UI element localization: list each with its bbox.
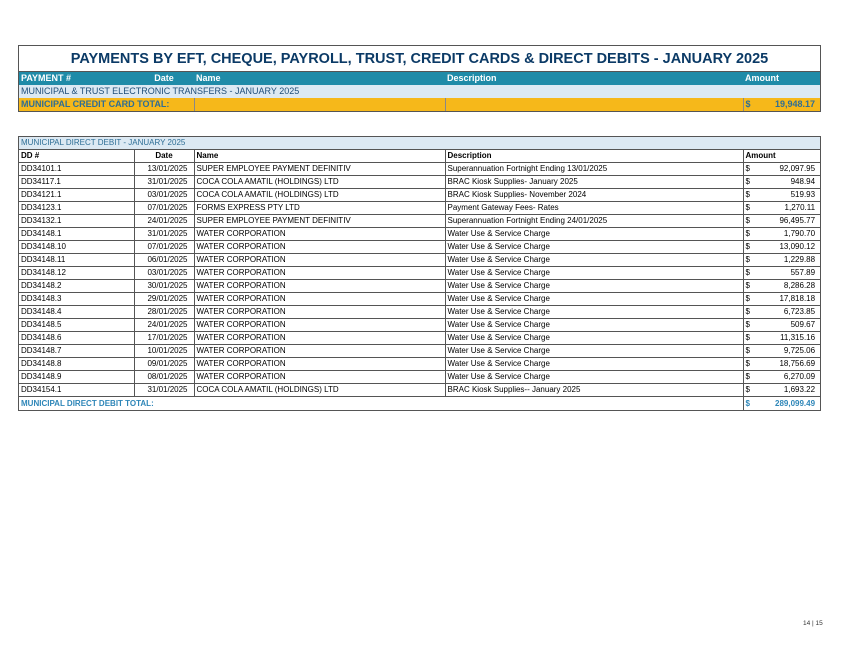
currency-symbol: $ — [745, 229, 750, 238]
currency-symbol: $ — [745, 333, 750, 342]
dd-number-cell: DD34148.10 — [19, 241, 134, 254]
header-name: Name — [194, 150, 445, 163]
date-cell: 09/01/2025 — [134, 358, 194, 371]
currency-symbol: $ — [745, 346, 750, 355]
header-date: Date — [134, 72, 194, 85]
eft-section-row — [19, 85, 820, 98]
amount-value: 1,693.22 — [783, 385, 816, 394]
name-cell: COCA COLA AMATIL (HOLDINGS) LTD — [194, 189, 445, 202]
description-cell: Water Use & Service Charge — [445, 293, 743, 306]
name-cell: WATER CORPORATION — [194, 345, 445, 358]
description-cell: Water Use & Service Charge — [445, 345, 743, 358]
date-cell: 03/01/2025 — [134, 267, 194, 280]
amount-value: 96,495.77 — [779, 216, 816, 225]
name-cell: COCA COLA AMATIL (HOLDINGS) LTD — [194, 384, 445, 397]
credit-card-total-blank-name — [194, 98, 445, 111]
date-cell: 07/01/2025 — [134, 202, 194, 215]
dd-number-cell: DD34148.12 — [19, 267, 134, 280]
table-row — [19, 384, 820, 397]
dd-number-cell: DD34154.1 — [19, 384, 134, 397]
amount-value: 9,725.06 — [783, 346, 816, 355]
name-cell: SUPER EMPLOYEE PAYMENT DEFINITIV — [194, 215, 445, 228]
amount-cell — [743, 371, 820, 384]
amount-cell — [743, 254, 820, 267]
name-cell: WATER CORPORATION — [194, 267, 445, 280]
amount-cell — [743, 306, 820, 319]
currency-symbol: $ — [745, 359, 750, 368]
direct-debit-total-currency: $ — [745, 399, 750, 408]
currency-symbol: $ — [745, 307, 750, 316]
amount-cell — [743, 241, 820, 254]
dd-number-cell: DD34148.5 — [19, 319, 134, 332]
table-row — [19, 189, 820, 202]
dd-number-cell: DD34148.1 — [19, 228, 134, 241]
name-cell: WATER CORPORATION — [194, 280, 445, 293]
header-amount: Amount — [743, 150, 820, 163]
amount-value: 6,723.85 — [783, 307, 816, 316]
direct-debit-table — [19, 137, 820, 411]
table-row — [19, 371, 820, 384]
date-cell: 29/01/2025 — [134, 293, 194, 306]
currency-symbol: $ — [745, 190, 750, 199]
amount-cell — [743, 319, 820, 332]
description-cell: Water Use & Service Charge — [445, 267, 743, 280]
date-cell: 31/01/2025 — [134, 228, 194, 241]
header-date: Date — [134, 150, 194, 163]
amount-value: 8,286.28 — [783, 281, 816, 290]
amount-value: 1,229.88 — [783, 255, 816, 264]
currency-symbol: $ — [745, 255, 750, 264]
name-cell: WATER CORPORATION — [194, 371, 445, 384]
date-cell: 31/01/2025 — [134, 384, 194, 397]
name-cell: FORMS EXPRESS PTY LTD — [194, 202, 445, 215]
description-cell: BRAC Kiosk Supplies- January 2025 — [445, 176, 743, 189]
description-cell: Water Use & Service Charge — [445, 358, 743, 371]
amount-cell — [743, 280, 820, 293]
header-payment-number: PAYMENT # — [19, 72, 134, 85]
page-title: PAYMENTS BY EFT, CHEQUE, PAYROLL, TRUST, CREDIT CARDS & DIRECT DEBITS - JANUARY 2025 — [19, 46, 820, 72]
date-cell: 06/01/2025 — [134, 254, 194, 267]
name-cell: SUPER EMPLOYEE PAYMENT DEFINITIV — [194, 163, 445, 176]
direct-debit-caption-row — [19, 137, 820, 150]
amount-value: 92,097.95 — [779, 164, 816, 173]
table-row — [19, 293, 820, 306]
amount-value: 13,090.12 — [779, 242, 816, 251]
amount-cell — [743, 215, 820, 228]
direct-debit-total-row — [19, 397, 820, 411]
table-row — [19, 319, 820, 332]
eft-header-row — [19, 72, 820, 85]
direct-debit-header-row — [19, 150, 820, 163]
description-cell: Water Use & Service Charge — [445, 371, 743, 384]
date-cell: 08/01/2025 — [134, 371, 194, 384]
name-cell: WATER CORPORATION — [194, 254, 445, 267]
dd-number-cell: DD34148.8 — [19, 358, 134, 371]
table-row — [19, 241, 820, 254]
credit-card-total-label: MUNICIPAL CREDIT CARD TOTAL: — [19, 98, 194, 111]
currency-symbol: $ — [745, 294, 750, 303]
name-cell: WATER CORPORATION — [194, 293, 445, 306]
description-cell: BRAC Kiosk Supplies- November 2024 — [445, 189, 743, 202]
amount-value: 519.93 — [790, 190, 816, 199]
amount-value: 17,818.18 — [779, 294, 816, 303]
currency-symbol: $ — [745, 177, 750, 186]
amount-cell — [743, 202, 820, 215]
description-cell: Water Use & Service Charge — [445, 319, 743, 332]
direct-debit-block — [18, 136, 821, 411]
description-cell: Water Use & Service Charge — [445, 306, 743, 319]
name-cell: WATER CORPORATION — [194, 358, 445, 371]
currency-symbol: $ — [745, 164, 750, 173]
eft-section-label: MUNICIPAL & TRUST ELECTRONIC TRANSFERS - JANUARY 2025 — [19, 85, 820, 98]
amount-cell — [743, 384, 820, 397]
header-description: Description — [445, 72, 743, 85]
date-cell: 07/01/2025 — [134, 241, 194, 254]
header-amount: Amount — [743, 72, 820, 85]
table-row — [19, 176, 820, 189]
description-cell: Water Use & Service Charge — [445, 332, 743, 345]
table-row — [19, 280, 820, 293]
amount-value: 509.67 — [790, 320, 816, 329]
direct-debit-caption: MUNICIPAL DIRECT DEBIT - JANUARY 2025 — [19, 137, 820, 150]
credit-card-total-currency: $ — [745, 99, 751, 109]
amount-cell — [743, 228, 820, 241]
amount-cell — [743, 332, 820, 345]
dd-number-cell: DD34148.3 — [19, 293, 134, 306]
dd-number-cell: DD34123.1 — [19, 202, 134, 215]
amount-value: 948.94 — [790, 177, 816, 186]
currency-symbol: $ — [745, 385, 750, 394]
header-dd-number: DD # — [19, 150, 134, 163]
amount-cell — [743, 293, 820, 306]
date-cell: 31/01/2025 — [134, 176, 194, 189]
description-cell: Superannuation Fortnight Ending 24/01/2025 — [445, 215, 743, 228]
date-cell: 13/01/2025 — [134, 163, 194, 176]
table-row — [19, 228, 820, 241]
table-row — [19, 345, 820, 358]
page-number: 14 | 15 — [803, 620, 823, 627]
currency-symbol: $ — [745, 372, 750, 381]
name-cell: WATER CORPORATION — [194, 332, 445, 345]
description-cell: Payment Gateway Fees- Rates — [445, 202, 743, 215]
description-cell: Superannuation Fortnight Ending 13/01/2025 — [445, 163, 743, 176]
amount-value: 18,756.69 — [779, 359, 816, 368]
table-row — [19, 267, 820, 280]
description-cell: Water Use & Service Charge — [445, 280, 743, 293]
currency-symbol: $ — [745, 281, 750, 290]
dd-number-cell: DD34148.7 — [19, 345, 134, 358]
description-cell: Water Use & Service Charge — [445, 254, 743, 267]
name-cell: WATER CORPORATION — [194, 228, 445, 241]
table-row — [19, 358, 820, 371]
amount-cell — [743, 176, 820, 189]
credit-card-total-amount: 19,948.17 — [774, 99, 815, 109]
description-cell: Water Use & Service Charge — [445, 241, 743, 254]
table-row — [19, 215, 820, 228]
credit-card-total-blank-description — [445, 98, 743, 111]
amount-value: 557.89 — [790, 268, 816, 277]
currency-symbol: $ — [745, 216, 750, 225]
currency-symbol: $ — [745, 203, 750, 212]
header-description: Description — [445, 150, 743, 163]
amount-value: 1,270.11 — [784, 203, 816, 212]
amount-value: 1,790.70 — [783, 229, 816, 238]
dd-number-cell: DD34117.1 — [19, 176, 134, 189]
dd-number-cell: DD34148.9 — [19, 371, 134, 384]
dd-number-cell: DD34101.1 — [19, 163, 134, 176]
dd-number-cell: DD34148.2 — [19, 280, 134, 293]
table-row — [19, 306, 820, 319]
name-cell: WATER CORPORATION — [194, 319, 445, 332]
date-cell: 28/01/2025 — [134, 306, 194, 319]
date-cell: 10/01/2025 — [134, 345, 194, 358]
amount-cell — [743, 358, 820, 371]
table-row — [19, 202, 820, 215]
direct-debit-total-amount: 289,099.49 — [775, 399, 816, 408]
dd-number-cell: DD34121.1 — [19, 189, 134, 202]
header-name: Name — [194, 72, 445, 85]
currency-symbol: $ — [745, 242, 750, 251]
name-cell: WATER CORPORATION — [194, 241, 445, 254]
amount-value: 6,270.09 — [783, 372, 816, 381]
date-cell: 24/01/2025 — [134, 215, 194, 228]
description-cell: BRAC Kiosk Supplies-- January 2025 — [445, 384, 743, 397]
currency-symbol: $ — [745, 268, 750, 277]
amount-value: 11,315.16 — [780, 333, 816, 342]
credit-card-total-amount-cell — [743, 98, 820, 111]
eft-table — [19, 72, 820, 111]
date-cell: 17/01/2025 — [134, 332, 194, 345]
currency-symbol: $ — [745, 320, 750, 329]
date-cell: 24/01/2025 — [134, 319, 194, 332]
table-row — [19, 254, 820, 267]
name-cell: WATER CORPORATION — [194, 306, 445, 319]
dd-number-cell: DD34148.11 — [19, 254, 134, 267]
eft-payments-block — [18, 45, 821, 112]
date-cell: 30/01/2025 — [134, 280, 194, 293]
table-row — [19, 332, 820, 345]
dd-number-cell: DD34148.4 — [19, 306, 134, 319]
amount-cell — [743, 267, 820, 280]
credit-card-total-row — [19, 98, 820, 111]
table-row — [19, 163, 820, 176]
dd-number-cell: DD34132.1 — [19, 215, 134, 228]
amount-cell — [743, 163, 820, 176]
direct-debit-total-label: MUNICIPAL DIRECT DEBIT TOTAL: — [19, 397, 743, 411]
name-cell: COCA COLA AMATIL (HOLDINGS) LTD — [194, 176, 445, 189]
dd-number-cell: DD34148.6 — [19, 332, 134, 345]
description-cell: Water Use & Service Charge — [445, 228, 743, 241]
direct-debit-total-amount-cell — [743, 397, 820, 411]
amount-cell — [743, 345, 820, 358]
amount-cell — [743, 189, 820, 202]
date-cell: 03/01/2025 — [134, 189, 194, 202]
